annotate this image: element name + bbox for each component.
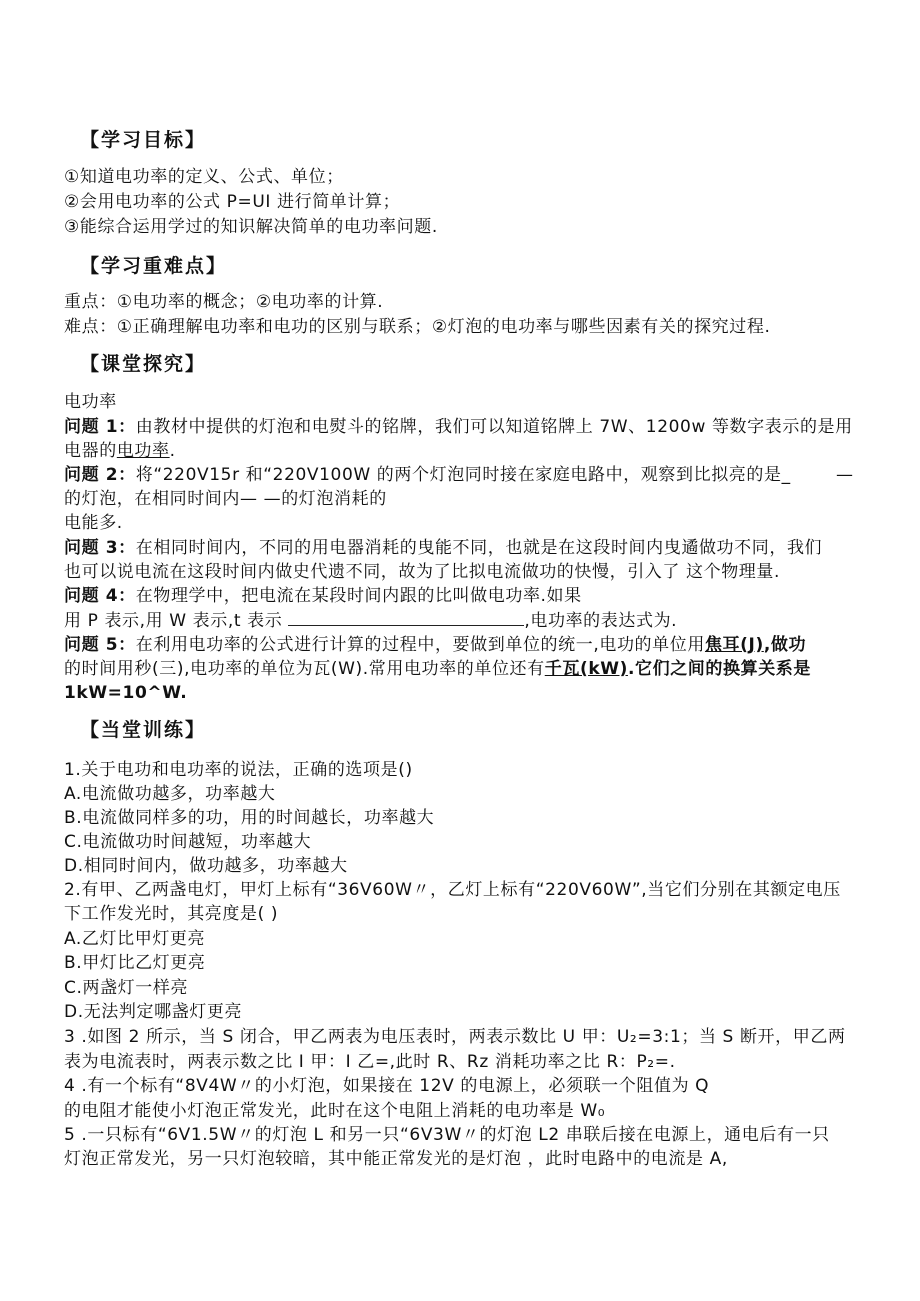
question-2-line-3: 电能多. <box>64 513 123 533</box>
practice-3-line-1: 3 .如图 2 所示，当 S 闭合，甲乙两表为电压表时，两表示数比 U 甲：U₂=3:1；当 S 断开，甲乙两 <box>64 1027 846 1047</box>
objective-2: ②会用电功率的公式 P=UI 进行简单计算； <box>64 192 401 212</box>
question-3-text: 在相同时间内，不同的用电器消耗的曳能不同，也就是在这段时间内曳遹做功不同，我们 <box>135 538 823 558</box>
question-2-text: 将“220V15r 和“220V100W 的两个灯泡同时接在家庭电路中，观察到比拟亮的是_ <box>135 465 791 485</box>
question-1-line-1 <box>64 416 853 438</box>
key-point-important: 重点：①电功率的概念；②电功率的计算. <box>64 292 384 312</box>
practice-2-option-a: A.乙灯比甲灯更亮 <box>64 929 206 949</box>
practice-1-question: 1.关于电功和电功率的说法，正确的选项是() <box>64 760 413 780</box>
key-point-difficult: 难点：①正确理解电功率和电功的区别与联系；②灯泡的电功率与哪些因素有关的探究过程. <box>64 317 771 337</box>
objective-3: ③能综合运用学过的知识解决简单的电功率问题. <box>64 217 438 237</box>
question-5-unit-joule: 焦耳(J) <box>704 635 764 655</box>
practice-1-option-b: B.电流做同样多的功，用的时间越长，功率越大 <box>64 808 435 828</box>
question-4-line-1 <box>64 585 582 607</box>
practice-1-option-d: D.相同时间内，做功越多，功率越大 <box>64 856 348 876</box>
question-4-text-a: 用 P 表示,用 W 表示,t 表示 <box>64 611 283 631</box>
question-2-label: 问题 2： <box>64 465 136 485</box>
question-5-text-d: 的时间用秒(三),电功率的单位为瓦(W).常用电功率的单位还有 <box>64 659 545 679</box>
question-4-text-b: ,电功率的表达式为. <box>524 611 678 631</box>
question-5-unit-kilowatt: 千瓦(kW) <box>544 659 628 679</box>
practice-3-line-2: 表为电流表时，两表示数之比 I 甲：I 乙=,此时 R、Rz 消耗功率之比 R：P₂=. <box>64 1052 676 1072</box>
heading-practice: 【当堂训练】 <box>80 719 207 741</box>
practice-5-line-2: 灯泡正常发光，另一只灯泡较暗，其中能正常发光的是灯泡 ，此时电路中的电流是 A, <box>64 1149 728 1169</box>
question-1-text: 由教材中提供的灯泡和电熨斗的铭牌，我们可以知道铭牌上 7W、1200w 等数字表示的是用 <box>135 417 853 437</box>
question-4-label: 问题 4： <box>64 586 136 606</box>
question-4-text: 在物理学中，把电流在某段时间内跟的比叫做电功率.如果 <box>135 586 582 606</box>
question-5-line-3: 1kW=10^W. <box>64 683 188 703</box>
practice-4-line-1: 4 .有一个标有“8V4W〃的小灯泡，如果接在 12V 的电源上，必须联一个阻值为 Q <box>64 1076 710 1096</box>
question-5-line-1 <box>64 634 806 656</box>
heading-key-points: 【学习重难点】 <box>80 255 228 277</box>
question-1-label: 问题 1： <box>64 417 136 437</box>
question-5-text-e: .它们之间的换算关系是 <box>627 659 812 679</box>
practice-2-line-2: 下工作发光时，其亮度是( ) <box>64 904 279 924</box>
objective-1: ①知道电功率的定义、公式、单位； <box>64 167 344 187</box>
question-1-answer: 电功率 <box>116 441 170 461</box>
practice-1-option-c: C.电流做功时间越短，功率越大 <box>64 832 312 852</box>
question-1-text-c: . <box>169 441 176 461</box>
question-3-line-1 <box>64 537 822 559</box>
heading-exploration: 【课堂探究】 <box>80 353 207 375</box>
practice-2-option-b: B.甲灯比乙灯更亮 <box>64 953 206 973</box>
question-5-line-2 <box>64 658 811 680</box>
practice-2-line-1: 2.有甲、乙两盏电灯，甲灯上标有“36V60W〃，乙灯上标有“220V60W”,当它们分别在其额定电压 <box>64 880 841 900</box>
question-2-dash: — <box>836 465 853 485</box>
question-3-line-2: 也可以说电流在这段时间内做史代遗不同，故为了比拟电流做功的快慢，引入了 这个物理量. <box>64 562 781 582</box>
exploration-topic: 电功率 <box>64 392 117 412</box>
question-3-label: 问题 3： <box>64 538 136 558</box>
practice-2-option-c: C.两盏灯一样亮 <box>64 978 189 998</box>
answer-blank <box>288 609 524 626</box>
question-1-line-2 <box>64 440 176 462</box>
practice-1-option-a: A.电流做功越多，功率越大 <box>64 784 276 804</box>
practice-2-option-d: D.无法判定哪盏灯更亮 <box>64 1002 243 1022</box>
question-1-text-a: 电器的 <box>64 441 117 461</box>
practice-4-line-2: 的电阻才能使小灯泡正常发光，此时在这个电阻上消耗的电功率是 W₀ <box>64 1101 606 1121</box>
question-5-text-a: 在利用电功率的公式进行计算的过程中，要做到单位的统一,电功的单位用 <box>135 635 705 655</box>
question-5-text-c: ,做功 <box>763 635 807 655</box>
practice-5-line-1: 5 .一只标有“6V1.5W〃的灯泡 L 和另一只“6V3W〃的灯泡 L2 串联后接在电源上，通电后有一只 <box>64 1125 830 1145</box>
heading-objectives: 【学习目标】 <box>80 129 207 151</box>
question-2-line-2: 的灯泡，在相同时间内— —的灯泡消耗的 <box>64 489 387 509</box>
question-5-label: 问题 5： <box>64 635 136 655</box>
question-2-line-1 <box>64 464 791 486</box>
question-4-line-2 <box>64 609 677 632</box>
